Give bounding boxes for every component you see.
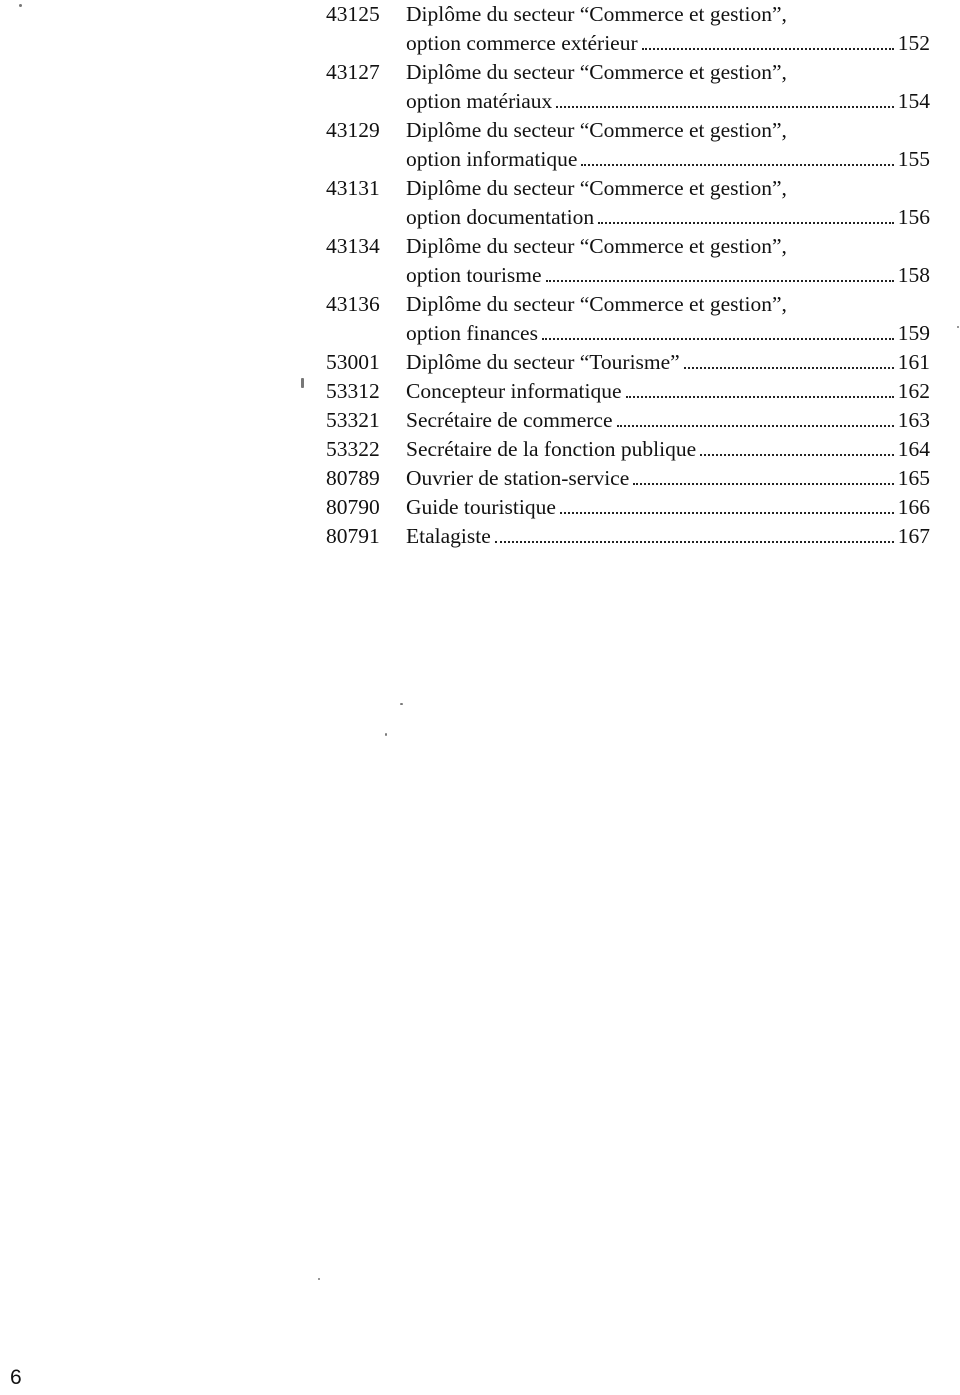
entry-page-number: 163 [897, 408, 930, 432]
dot-leader [598, 221, 894, 224]
entry-title: option informatique [406, 147, 578, 171]
dot-leader [633, 482, 893, 485]
entry-body [406, 522, 930, 551]
dot-leader [700, 453, 894, 456]
entry-leader-line [406, 348, 930, 377]
entry-body [406, 406, 930, 435]
dot-leader [642, 47, 894, 50]
entry-page-number: 167 [897, 524, 930, 548]
scan-speck [318, 1278, 320, 1280]
entry-code: 80790 [326, 495, 380, 519]
entry-code: 53001 [326, 350, 380, 374]
entry-code: 80789 [326, 466, 380, 490]
toc-entry [326, 493, 930, 522]
entry-code: 53321 [326, 408, 380, 432]
dot-leader [556, 105, 893, 108]
entry-body [406, 464, 930, 493]
entry-page-number: 152 [897, 31, 930, 55]
entry-title: Guide touristique [406, 495, 556, 519]
entry-leader-line [406, 203, 930, 232]
entry-leader-line [406, 435, 930, 464]
entry-body [406, 232, 930, 290]
entry-body [406, 0, 930, 58]
scan-speck [301, 378, 304, 388]
entry-title-line1: Diplôme du secteur “Commerce et gestion”, [406, 234, 787, 258]
entry-leader-line [406, 464, 930, 493]
entry-title: option finances [406, 321, 538, 345]
dot-leader [560, 511, 894, 514]
toc-entry [326, 174, 930, 232]
entry-page-number: 154 [897, 89, 930, 113]
entry-leader-line [406, 377, 930, 406]
entry-title: option matériaux [406, 89, 553, 113]
entry-title: option documentation [406, 205, 595, 229]
entry-leader-line [406, 319, 930, 348]
entry-page-number: 164 [897, 437, 930, 461]
entry-body [406, 493, 930, 522]
entry-page-number: 161 [897, 350, 930, 374]
entry-title: option commerce extérieur [406, 31, 638, 55]
entry-page-number: 158 [897, 263, 930, 287]
entry-leader-line [406, 261, 930, 290]
entry-title: Diplôme du secteur “Tourisme” [406, 350, 680, 374]
entry-body [406, 58, 930, 116]
scan-speck [400, 703, 403, 705]
scan-speck [957, 326, 959, 328]
entry-title-line1: Diplôme du secteur “Commerce et gestion”, [406, 292, 787, 316]
entry-leader-line [406, 493, 930, 522]
dot-leader [684, 366, 894, 369]
toc-entry [326, 232, 930, 290]
toc-entry [326, 0, 930, 58]
toc-entry [326, 377, 930, 406]
table-of-contents [326, 0, 930, 551]
toc-entry [326, 290, 930, 348]
toc-entry [326, 522, 930, 551]
entry-code: 53322 [326, 437, 380, 461]
entry-page-number: 162 [897, 379, 930, 403]
entry-code: 43127 [326, 60, 380, 84]
entry-page-number: 166 [897, 495, 930, 519]
entry-title-line1: Diplôme du secteur “Commerce et gestion”, [406, 118, 787, 142]
scan-speck [19, 4, 22, 7]
entry-code: 43131 [326, 176, 380, 200]
entry-page-number: 159 [897, 321, 930, 345]
entry-title: Concepteur informatique [406, 379, 622, 403]
entry-code: 43134 [326, 234, 380, 258]
entry-title: option tourisme [406, 263, 542, 287]
entry-leader-line [406, 522, 930, 551]
toc-entry [326, 116, 930, 174]
entry-title-line1: Diplôme du secteur “Commerce et gestion”, [406, 2, 787, 26]
entry-body [406, 348, 930, 377]
entry-code: 43136 [326, 292, 380, 316]
entry-body [406, 290, 930, 348]
entry-code: 43129 [326, 118, 380, 142]
entry-leader-line [406, 87, 930, 116]
dot-leader [546, 279, 894, 282]
dot-leader [495, 540, 894, 543]
entry-leader-line [406, 29, 930, 58]
entry-title: Secrétaire de commerce [406, 408, 613, 432]
entry-page-number: 155 [897, 147, 930, 171]
entry-body [406, 377, 930, 406]
entry-body [406, 435, 930, 464]
entry-body [406, 174, 930, 232]
toc-entry [326, 58, 930, 116]
entry-code: 43125 [326, 2, 380, 26]
dot-leader [617, 424, 894, 427]
entry-leader-line [406, 406, 930, 435]
entry-title-line1: Diplôme du secteur “Commerce et gestion”, [406, 60, 787, 84]
entry-title: Secrétaire de la fonction publique [406, 437, 697, 461]
entry-page-number: 165 [897, 466, 930, 490]
scan-speck [385, 733, 387, 736]
toc-entry [326, 464, 930, 493]
entry-title: Etalagiste [406, 524, 491, 548]
toc-entry [326, 435, 930, 464]
dot-leader [626, 395, 894, 398]
toc-entry [326, 348, 930, 377]
page-number: 6 [10, 1366, 22, 1389]
toc-entry [326, 406, 930, 435]
entry-page-number: 156 [897, 205, 930, 229]
entry-code: 80791 [326, 524, 380, 548]
entry-title-line1: Diplôme du secteur “Commerce et gestion”, [406, 176, 787, 200]
entry-leader-line [406, 145, 930, 174]
dot-leader [581, 163, 893, 166]
entry-title: Ouvrier de station-service [406, 466, 630, 490]
entry-code: 53312 [326, 379, 380, 403]
dot-leader [542, 337, 894, 340]
entry-body [406, 116, 930, 174]
